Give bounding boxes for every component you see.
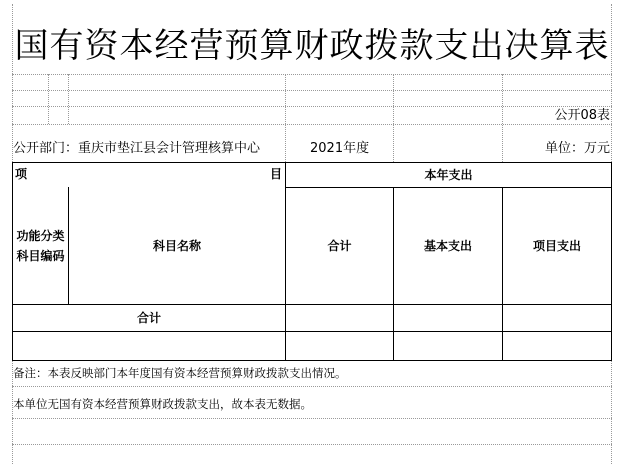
grid-line [393, 74, 394, 162]
table-border-right [611, 162, 612, 360]
header-item-left: 项 [15, 167, 28, 181]
total-row-label: 合计 [136, 311, 161, 325]
table-border-top [12, 162, 612, 163]
col-code-line2: 科目编码 [16, 249, 65, 263]
grid-line [68, 74, 69, 124]
grid-line [12, 444, 612, 445]
grid-line [285, 74, 286, 162]
col-total-header: 合计 [327, 239, 352, 253]
col-code-line1: 功能分类 [16, 229, 65, 243]
grid-line [502, 74, 503, 162]
unit-label: 单位：万元 [544, 141, 610, 156]
grid-line [12, 418, 612, 419]
grid-line [48, 74, 49, 124]
department-label: 公开部门：重庆市垫江县会计管理核算中心 [13, 141, 261, 156]
col-code-header [13, 188, 68, 304]
header-year-spend: 本年支出 [424, 168, 473, 182]
grid-line [12, 74, 612, 75]
document-title: 国有资本经营预算财政拨款支出决算表 [14, 26, 610, 66]
grid-line [12, 124, 612, 125]
table-border-bottom [12, 360, 612, 361]
grid-line [12, 386, 612, 387]
form-number: 公开08表 [554, 108, 610, 123]
header-item-right: 目 [270, 167, 283, 181]
grid-line [12, 90, 612, 91]
grid-line [12, 106, 612, 107]
col-name-header: 科目名称 [152, 239, 201, 253]
col-project-header: 项目支出 [532, 239, 581, 253]
table-line [12, 331, 612, 332]
col-basic-header: 基本支出 [423, 239, 472, 253]
note-remark: 备注：本表反映部门本年度国有资本经营预算财政拨款支出情况。 [13, 366, 347, 380]
year-label: 2021年度 [310, 141, 370, 156]
note-no-data: 本单位无国有资本经营预算财政拨款支出，故本表无数据。 [13, 397, 312, 411]
